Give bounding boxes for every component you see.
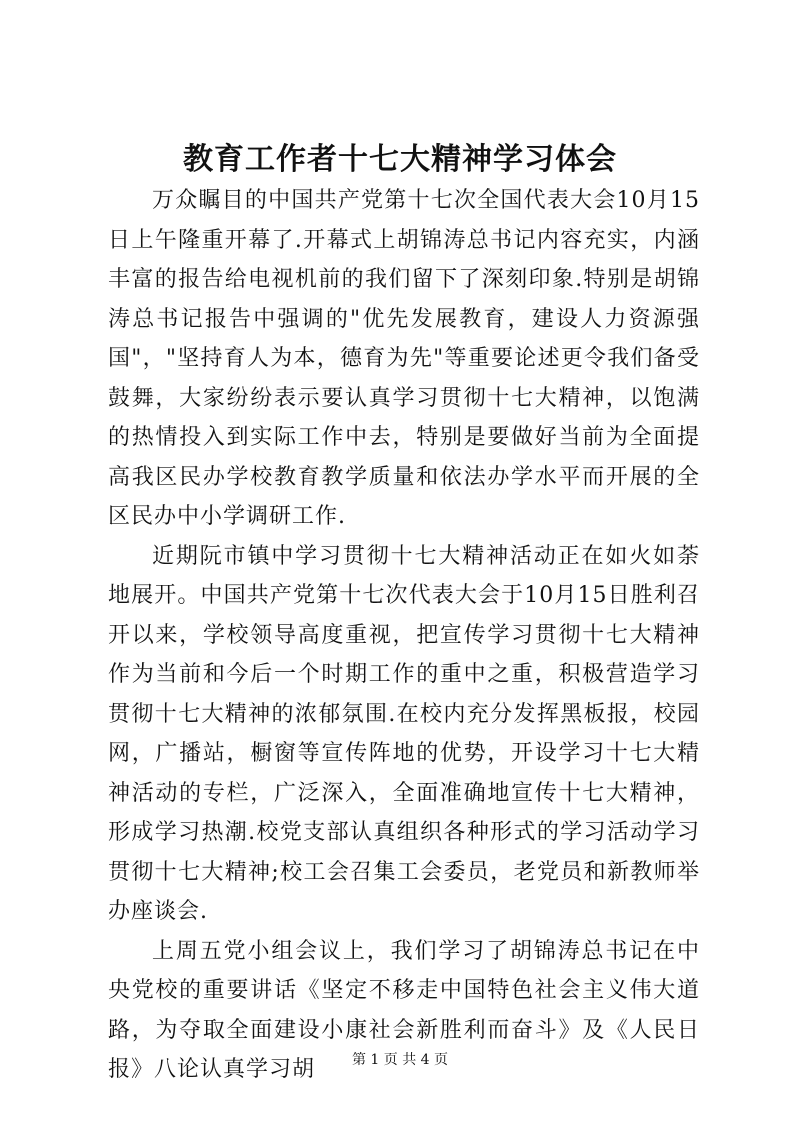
page-title: 教育工作者十七大精神学习体会	[183, 142, 617, 177]
document-body	[108, 181, 700, 1090]
paragraph-3: 上周五党小组会议上，我们学习了胡锦涛总书记在中央党校的重要讲话《坚定不移走中国特色社会主义伟大道路，为夺取全面建设小康社会新胜利而奋斗》及《人民日报》八论认真学习胡	[108, 938, 700, 1082]
paragraph-2: 近期阮市镇中学习贯彻十七大精神活动正在如火如荼地展开。中国共产党第十七次代表大会于10月15日胜利召开以来，学校领导高度重视，把宣传学习贯彻十七大精神作为当前和今后一个时期工作的重中之重，积极营造学习贯彻十七大精神的浓郁氛围.在校内充分发挥黑板报，校园网，广播站，橱窗等宣传阵地的优势，开设学习十七大精神活动的专栏，广泛深入，全面准确地宣传十七大精神，形成学习热潮.校党支部认真组织各种形式的学习活动学习贯彻十七大精神;校工会召集工会委员，老党员和新教师举办座谈会.	[108, 543, 700, 924]
paragraph-1: 万众瞩目的中国共产党第十七次全国代表大会10月15日上午隆重开幕了.开幕式上胡锦涛总书记内容充实，内涵丰富的报告给电视机前的我们留下了深刻印象.特别是胡锦涛总书记报告中强调的"优先发展教育，建设人力资源强国"，"坚持育人为本，德育为先"等重要论述更令我们备受鼓舞，大家纷纷表示要认真学习贯彻十七大精神，以饱满的热情投入到实际工作中去，特别是要做好当前为全面提高我区民办学校教育教学质量和依法办学水平而开展的全区民办中小学调研工作.	[108, 188, 700, 529]
page-footer: 第 1 页 共 4 页	[351, 1052, 449, 1068]
